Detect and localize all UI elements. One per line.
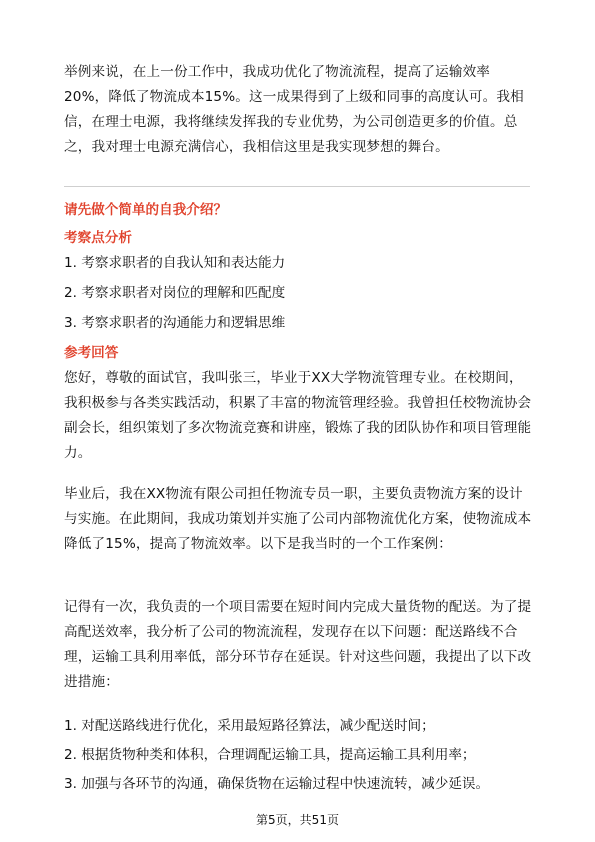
section-divider [64,186,530,187]
page-number: 第5页，共51页 [256,813,339,827]
answer-paragraph: 您好，尊敬的面试官，我叫张三，毕业于XX大学物流管理专业。在校期间，我积极参与各类实践活动，积累了丰富的物流管理经验。我曾担任校物流协会副会长，组织策划了多次物流竞赛和讲座，锻炼了我的团队协作和项目管理能力。 [64,370,532,461]
answer-paragraph: 记得有一次，我负责的一个项目需要在短时间内完成大量货物的配送。为了提高配送效率，我分析了公司的物流流程，发现存在以下问题：配送路线不合理，运输工具利用率低，部分环节存在延误。针对这些问题，我提出了以下改进措施： [64,599,532,690]
analysis-heading: 考察点分析 [64,230,132,246]
measure-item: 3. 加强与各环节的沟通，确保货物在运输过程中快速流转，减少延误。 [64,776,490,792]
analysis-item: 3. 考察求职者的沟通能力和逻辑思维 [64,315,286,331]
answer-heading: 参考回答 [64,345,119,361]
question-title: 请先做个简单的自我介绍？ [64,202,228,218]
measure-item: 1. 对配送路线进行优化，采用最短路径算法，减少配送时间； [64,718,435,734]
analysis-item: 1. 考察求职者的自我认知和表达能力 [64,255,286,271]
intro-paragraph: 举例来说，在上一份工作中，我成功优化了物流流程，提高了运输效率20%，降低了物流成本15%。这一成果得到了上级和同事的高度认可。我相信，在理士电源，我将继续发挥我的专业优势，为公司创造更多的价值。总之，我对理士电源充满信心，我相信这里是我实现梦想的舞台。 [64,64,524,155]
analysis-item: 2. 考察求职者对岗位的理解和匹配度 [64,285,286,301]
measure-item: 2. 根据货物种类和体积，合理调配运输工具，提高运输工具利用率； [64,747,476,763]
answer-paragraph: 毕业后，我在XX物流有限公司担任物流专员一职，主要负责物流方案的设计与实施。在此期间，我成功策划并实施了公司内部物流优化方案，使物流成本降低了15%，提高了物流效率。以下是我当时的一个工作案例： [64,486,532,552]
